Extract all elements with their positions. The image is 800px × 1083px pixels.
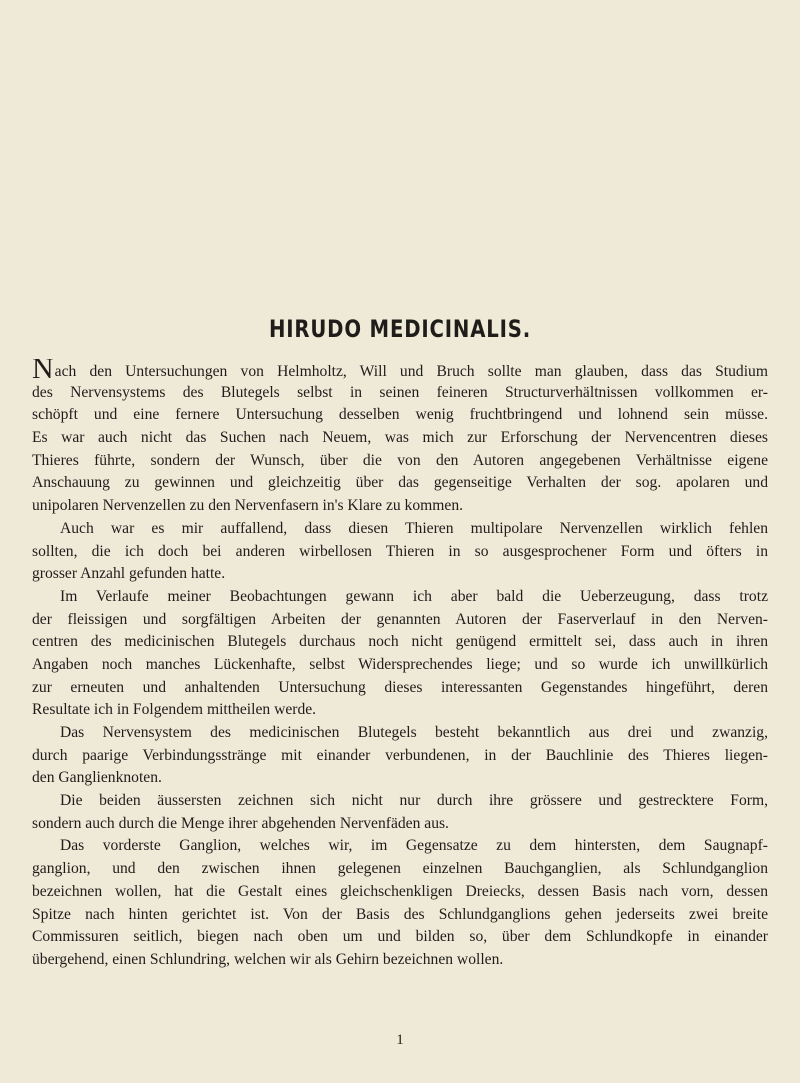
- text-line: Resultate ich in Folgendem mittheilen werde.: [32, 701, 317, 719]
- text-line: [32, 359, 768, 382]
- text-line: centren des medicinischen Blutegels durchaus noch nicht genügend ermittelt sei, dass auch in ihren: [32, 633, 768, 651]
- drop-initial: N: [32, 359, 54, 382]
- text-line: grosser Anzahl gefunden hatte.: [32, 565, 226, 583]
- text-line: Das Nervensystem des medicinischen Blutegels besteht bekanntlich aus drei und zwanzig,: [60, 724, 768, 741]
- text-line: durch paarige Verbindungsstränge mit einander verbundenen, in der Bauchlinie des Thieres liegen-: [32, 746, 768, 764]
- page-title: HIRUDO MEDICINALIS.: [268, 315, 532, 343]
- text-line: Angaben noch manches Lückenhafte, selbst Widersprechendes liege; und so wurde ich unwillkürlich: [32, 655, 768, 673]
- text-line: bezeichnen wollen, hat die Gestalt eines gleichschenkligen Dreiecks, dessen Basis nach vorn, dessen: [32, 882, 768, 900]
- text-line: schöpft und eine fernere Untersuchung desselben wenig fruchtbringend und lohnend sein müsse.: [32, 406, 768, 424]
- text-line: Auch war es mir auffallend, dass diesen Thieren multipolare Nervenzellen wirklich fehlen: [60, 519, 768, 537]
- text-line: Es war auch nicht das Suchen nach Neuem, was mich zur Erforschung der Nervencentren dieses: [32, 429, 768, 447]
- text-line: Thieres führte, sondern der Wunsch, über die von den Autoren angegebenen Verhältnisse eigene: [32, 451, 768, 469]
- text-line: sollten, die ich doch bei anderen wirbellosen Thieren in so ausgesprochener Form und öfters in: [32, 542, 768, 560]
- body-text: [32, 359, 768, 972]
- text-line: übergehend, einen Schlundring, welchen wir als Gehirn bezeichnen wollen.: [32, 950, 504, 968]
- line-text: ach den Untersuchungen von Helmholtz, Will und Bruch sollte man glauben, dass das Studium: [54, 363, 768, 380]
- text-line: Das vorderste Ganglion, welches wir, im Gegensatze zu dem hintersten, dem Saugnapf-: [60, 837, 768, 855]
- text-line: sondern auch durch die Menge ihrer abgehenden Nervenfäden aus.: [32, 814, 449, 832]
- page-number: 1: [396, 1032, 404, 1048]
- text-line: der fleissigen und sorgfältigen Arbeiten der genannten Autoren der Faserverlauf in den Nerven-: [32, 610, 768, 628]
- text-line: Anschauung zu gewinnen und gleichzeitig über das gegenseitige Verhalten der sog. apolaren und: [32, 474, 768, 492]
- text-line: Spitze nach hinten gerichtet ist. Von der Basis des Schlundganglions gehen jederseits zwei breite: [32, 905, 768, 923]
- text-line: den Ganglienknoten.: [32, 769, 162, 787]
- text-line: des Nervensystems des Blutegels selbst in seinen feineren Structurverhältnissen vollkommen er-: [32, 383, 768, 401]
- text-line: Im Verlaufe meiner Beobachtungen gewann ich aber bald die Ueberzeugung, dass trotz: [60, 587, 768, 605]
- text-line: ganglion, und den zwischen ihnen gelegenen einzelnen Bauchganglien, als Schlundganglion: [32, 860, 768, 878]
- text-line: zur erneuten und anhaltenden Untersuchung dieses interessanten Gegenstandes hingeführt, deren: [32, 678, 768, 696]
- text-line: Die beiden äussersten zeichnen sich nicht nur durch ihre grössere und gestrecktere Form,: [60, 792, 768, 810]
- text-line: unipolaren Nervenzellen zu den Nervenfasern in's Klare zu kommen.: [32, 497, 464, 515]
- text-line: Commissuren seitlich, biegen nach oben um und bilden so, über dem Schlundkopfe in einander: [32, 928, 768, 946]
